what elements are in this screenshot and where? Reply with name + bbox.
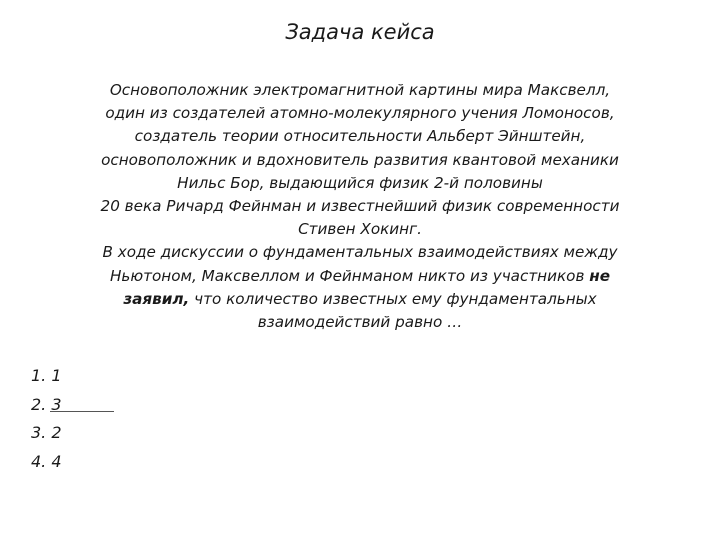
case-text-line: Основоположник электромагнитной картины мира Максвелл,	[109, 81, 611, 99]
answer-option-1[interactable]: 1. 1	[31, 366, 62, 385]
case-text-line: В ходе дискуссии о фундаментальных взаимодействиях между	[102, 243, 618, 262]
answer-list	[31, 362, 62, 476]
answer-option-4[interactable]: 4. 4	[31, 451, 62, 471]
answer-option-3[interactable]: 3. 2	[31, 423, 62, 442]
case-text-line: основоположник и вдохновитель развития квантовой механики	[101, 150, 619, 169]
case-text-line: создатель теории относительности Альберт Эйнштейн,	[134, 127, 586, 146]
emphasis-text: заявил,	[123, 289, 190, 308]
case-text-line	[60, 265, 660, 288]
case-text	[60, 79, 660, 334]
answer-option-2-text: 2. 3	[31, 394, 62, 414]
case-text-line: 20 века Ричард Фейнман и известнейший физик современности	[100, 197, 620, 216]
case-text-line: один из создателей атомно-молекулярного учения Ломоносов,	[105, 104, 615, 123]
case-text-line	[60, 288, 660, 311]
answer-underline-mark	[50, 411, 114, 412]
slide-title: Задача кейса	[285, 20, 435, 44]
emphasis-text: не	[589, 266, 611, 285]
case-text-segment: что количество известных ему фундаментальных	[189, 289, 597, 308]
case-text-segment: Ньютоном, Максвеллом и Фейнманом никто из участников	[109, 266, 590, 285]
answer-option-2[interactable]	[31, 391, 62, 420]
case-text-line: Нильс Бор, выдающийся физик 2-й половины	[177, 173, 543, 192]
case-text-line: Стивен Хокинг.	[298, 220, 422, 239]
case-text-line: взаимодействий равно …	[257, 313, 463, 332]
